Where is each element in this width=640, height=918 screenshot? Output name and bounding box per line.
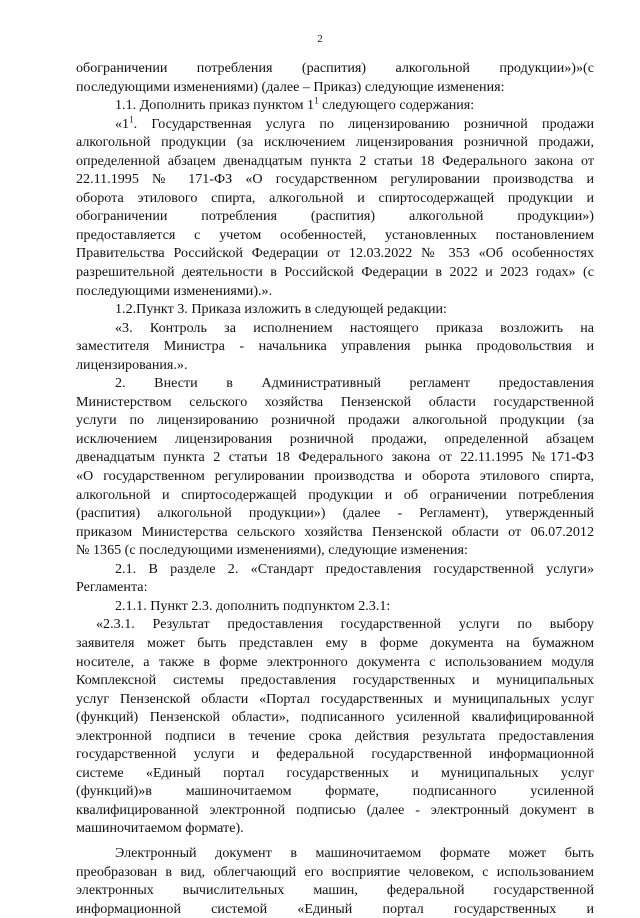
line-text-tail: следующего содержания: — [318, 97, 475, 114]
line-text: Регламента: — [76, 579, 148, 596]
text-line — [76, 671, 594, 690]
line-text: заместителя Министра - начальника управления рынка продовольствия и — [76, 338, 594, 355]
text-line — [76, 448, 594, 467]
line-text: лицензирования.». — [76, 356, 188, 373]
text-line — [76, 764, 594, 783]
line-text: квалифицированной электронной подписью (далее - электронный документ в — [76, 801, 594, 818]
line-text: «1 — [115, 115, 130, 132]
text-line — [76, 467, 594, 486]
line-text: приказом Министерства сельского хозяйства Пензенской области от 06.07.2012 — [76, 523, 594, 540]
text-line — [76, 900, 594, 918]
line-text: последующими изменениями).». — [76, 282, 273, 299]
text-line — [76, 189, 594, 208]
superscript: 1 — [129, 114, 134, 124]
line-text: 2.1. В разделе 2. «Стандарт предоставления государственной услуги» — [115, 560, 594, 577]
line-text: алкогольной продукции (за исключением лицензирования розничной продажи, — [76, 134, 594, 151]
line-text: «3. Контроль за исполнением настоящего приказа возложить на — [115, 319, 594, 336]
text-line — [76, 226, 594, 245]
line-text: исключением лицензирования розничной продажи, определенной абзацем — [76, 430, 594, 447]
line-text: № 1365 (с последующими изменениями), следующие изменения: — [76, 542, 468, 559]
text-line — [76, 96, 594, 115]
text-line — [76, 170, 594, 189]
text-line — [76, 263, 594, 282]
text-line — [76, 486, 594, 505]
text-line — [76, 863, 594, 882]
line-text: 22.11.1995 № 171-ФЗ «О государственном регулировании производства и — [76, 171, 594, 188]
text-line — [76, 356, 594, 375]
line-text: «2.3.1. Результат предоставления государственной услуги по выбору — [96, 616, 594, 633]
text-line — [76, 319, 594, 338]
text-line — [76, 374, 594, 393]
page-number: 2 — [317, 33, 323, 45]
text-line — [76, 115, 594, 134]
text-line — [76, 282, 594, 301]
text-line — [76, 411, 594, 430]
text-line — [76, 745, 594, 764]
line-text: Министерством сельского хозяйства Пензенской области государственной — [76, 393, 594, 410]
text-line — [76, 59, 594, 78]
line-text: носителе, а также в форме электронного документа с использованием модуля — [76, 653, 594, 670]
line-text: информационной системой «Единый портал государственных и — [76, 900, 594, 917]
text-line — [76, 782, 594, 801]
line-text: «О государственном регулировании производства и оборота этилового спирта, — [76, 468, 594, 485]
line-text: услуги по лицензированию розничной продажи алкогольной продукции (за — [76, 412, 594, 429]
line-text: 2. Внести в Административный регламент предоставления — [115, 375, 594, 392]
line-text: (функций)»в машиночитаемом формате, подписанного усиленной — [76, 783, 594, 800]
text-line — [76, 578, 594, 597]
text-line — [76, 337, 594, 356]
text-line — [76, 634, 594, 653]
text-line — [76, 615, 594, 634]
line-text: обограничении потребления (распития) алкогольной продукции») — [76, 208, 594, 225]
text-line — [76, 78, 594, 97]
line-text: системе «Единый портал государственных и муниципальных услуг — [76, 764, 594, 781]
line-text: предоставляется с учетом особенностей, установленных постановлением — [76, 226, 594, 243]
line-text: обограничении потребления (распития) алкогольной продукции»)»(с — [76, 60, 594, 76]
text-line — [76, 819, 594, 838]
line-text: последующими изменениями) (далее – Приказ) следующие изменения: — [76, 78, 505, 95]
line-text: электронной подписи в течение срока действия результата предоставления — [76, 727, 594, 744]
line-text: государственной услуги и федеральной государственной информационной — [76, 746, 594, 763]
line-text: 1.2.Пункт 3. Приказа изложить в следующей редакции: — [115, 301, 447, 318]
text-line — [76, 727, 594, 746]
line-text: услуг Пензенской области «Портал государственных и муниципальных услуг — [76, 690, 594, 707]
text-line — [76, 560, 594, 579]
line-text: Комплексной системы предоставления государственных и муниципальных — [76, 672, 594, 689]
line-text: разрешительной деятельности в Российской Федерации в 2022 и 2023 годах» (с — [76, 264, 594, 281]
text-line — [76, 690, 594, 709]
text-line — [76, 523, 594, 542]
text-line — [76, 504, 594, 523]
line-text: определенной абзацем двенадцатым пункта 2 статьи 18 Федерального закона от — [76, 152, 594, 169]
text-line — [76, 653, 594, 672]
superscript: 1 — [314, 96, 319, 106]
line-text: (функций) Пензенской области», подписанного усиленной квалифицированной — [76, 709, 594, 726]
text-line — [76, 244, 594, 263]
line-text-tail: . Государственная услуга по лицензированию розничной продажи — [133, 115, 594, 132]
text-line — [76, 430, 594, 449]
text-line — [76, 708, 594, 727]
line-text: алкогольной и спиртосодержащей продукции и об ограничении потребления — [76, 486, 594, 503]
text-line — [76, 393, 594, 412]
line-text: Электронный документ в машиночитаемом формате может быть — [115, 844, 594, 861]
line-text: машиночитаемом формате). — [76, 820, 244, 837]
document-body — [76, 59, 594, 918]
text-line — [76, 541, 594, 560]
line-text: электронных вычислительных машин, федеральной государственной — [76, 882, 594, 899]
line-text: Правительства Российской Федерации от 12.03.2022 № 353 «Об особенностях — [76, 245, 594, 262]
text-line — [76, 133, 594, 152]
line-text: двенадцатым пункта 2 статьи 18 Федерального закона от 22.11.1995 №171-ФЗ — [76, 449, 594, 466]
line-text: 2.1.1. Пункт 2.3. дополнить подпунктом 2.3.1: — [115, 597, 391, 614]
text-line — [76, 207, 594, 226]
line-text: 1.1. Дополнить приказ пунктом 1 — [115, 97, 315, 114]
line-text: преобразован в вид, облегчающий его восприятие человеком, с использованием — [76, 863, 594, 880]
line-text: оборота этилового спирта, алкогольной и спиртосодержащей продукции и — [76, 189, 594, 206]
text-line — [76, 844, 594, 863]
text-line — [76, 152, 594, 171]
text-line — [76, 881, 594, 900]
text-line — [76, 597, 594, 616]
line-text: заявителя может быть представлен ему в форме документа на бумажном — [76, 634, 594, 651]
line-text: (распития) алкогольной продукции») (далее - Регламент), утвержденный — [76, 505, 594, 522]
text-line — [76, 801, 594, 820]
text-line — [76, 300, 594, 319]
